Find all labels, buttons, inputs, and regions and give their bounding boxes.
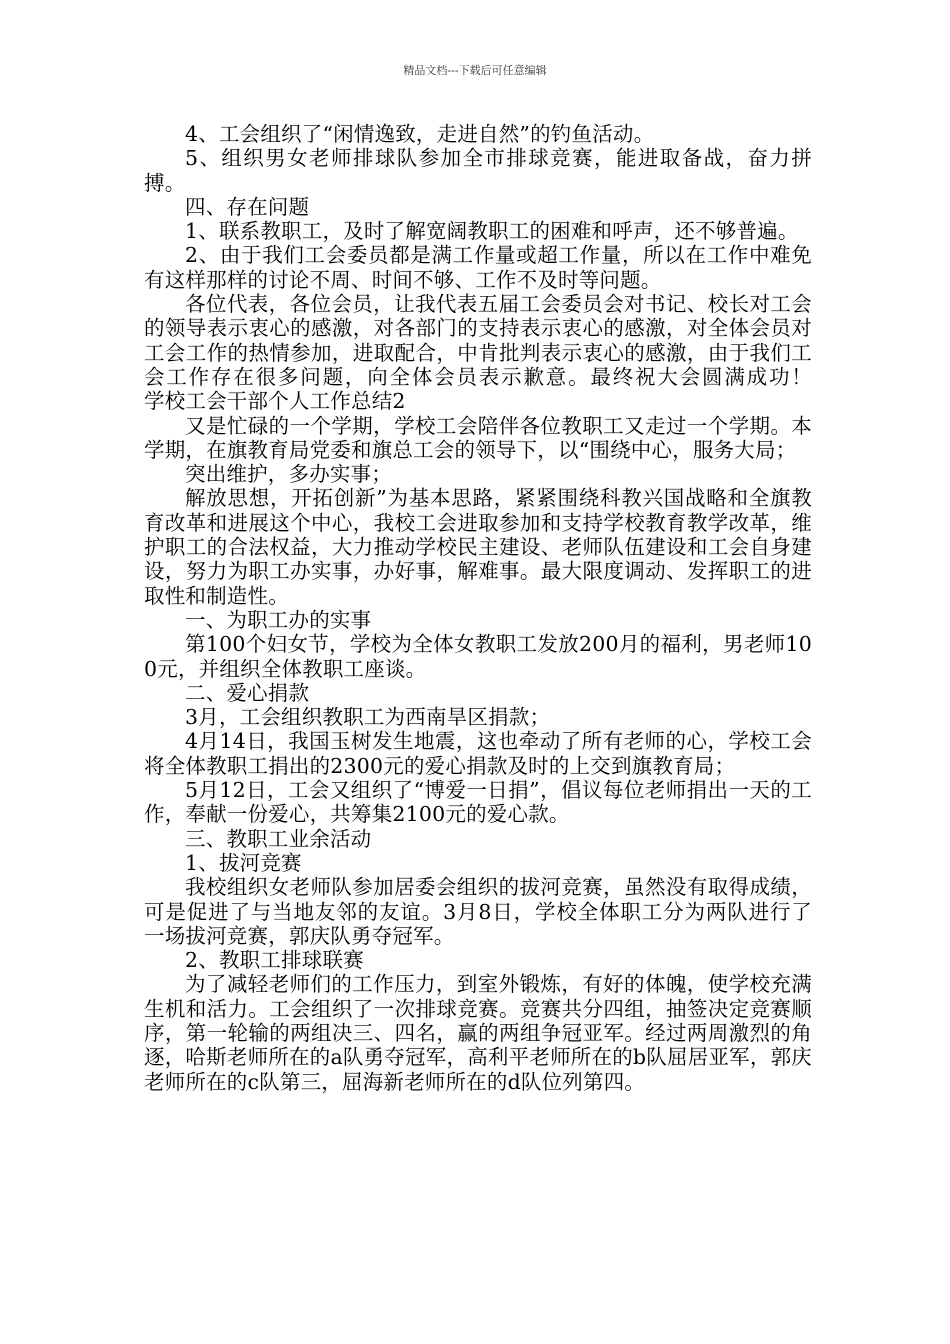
paragraph: 又是忙碌的一个学期，学校工会陪伴各位教职工又走过一个学期。本学期，在旗教育局党委和旗总工会的领导下，以“围绕中心，服务大局； xyxy=(144,413,812,462)
paragraph: 为了减轻老师们的工作压力，到室外锻炼，有好的体魄，使学校充满生机和活力。工会组织了一次排球竞赛。竞赛共分四组，抽签决定竞赛顺序，第一轮输的两组决三、四名，赢的两组争冠亚军。经过两周激烈的角逐，哈斯老师所在的a队勇夺冠军，高利平老师所在的b队屈居亚军，郭庆老师所在的c队第三，屈海新老师所在的d队位列第四。 xyxy=(144,972,812,1094)
paragraph: 2、由于我们工会委员都是满工作量或超工作量，所以在工作中难免有这样那样的讨论不周、时间不够、工作不及时等问题。 xyxy=(144,243,812,292)
subsection-heading: 2、教职工排球联赛 xyxy=(185,948,364,973)
section-heading: 一、为职工办的实事 xyxy=(185,607,372,632)
section-heading: 二、爱心捐款 xyxy=(185,680,310,705)
paragraph: 5、组织男女老师排球队参加全市排球竞赛，能进取备战，奋力拼搏。 xyxy=(144,146,812,195)
paragraph: 各位代表，各位会员，让我代表五届工会委员会对书记、校长对工会的领导表示衷心的感激，对各部门的支持表示衷心的感激，对全体会员对工会工作的热情参加，进取配合，中肯批判表示衷心的感激，由于我们工会工作存在很多问题，向全体会员表示歉意。最终祝大会圆满成功！ 学校工会干部个人工作总结2 xyxy=(144,292,875,414)
paragraph: 5月12日，工会又组织了“博爱一日捐”，倡议每位老师捐出一天的工作，奉献一份爱心，共筹集2100元的爱心款。 xyxy=(144,778,812,827)
paragraph: 突出维护，多办实事； xyxy=(185,462,392,487)
section-heading: 三、教职工业余活动 xyxy=(185,826,372,851)
paragraph: 我校组织女老师队参加居委会组织的拔河竞赛，虽然没有取得成绩，可是促进了与当地友邻的友谊。3月8日，学校全体职工分为两队进行了一场拔河竞赛，郭庆队勇夺冠军。 xyxy=(144,875,812,948)
paragraph: 3月，工会组织教职工为西南旱区捐款； xyxy=(185,705,551,730)
section-heading: 四、存在问题 xyxy=(185,194,310,219)
paragraph: 解放思想，开拓创新”为基本思路，紧紧围绕科教兴国战略和全旗教育改革和进展这个中心，我校工会进取参加和支持学校教育教学改革，维护职工的合法权益，大力推动学校民主建设、老师队伍建设和工会自身建设，努力为职工办实事，办好事，解难事。最大限度调动、发挥职工的进取性和制造性。 xyxy=(144,486,812,608)
paragraph: 1、联系教职工，及时了解宽阔教职工的困难和呼声，还不够普遍。 xyxy=(185,219,799,244)
paragraph: 第100个妇女节，学校为全体女教职工发放200月的福利，男老师100元，并组织全体教职工座谈。 xyxy=(144,632,812,681)
document-body xyxy=(144,122,875,1094)
paragraph: 4、工会组织了“闲情逸致，走进自然”的钓鱼活动。 xyxy=(185,122,655,146)
subsection-heading: 1、拔河竞赛 xyxy=(185,850,302,875)
paragraph: 4月14日，我国玉树发生地震，这也牵动了所有老师的心，学校工会将全体教职工捐出的2300元的爱心捐款及时的上交到旗教育局； xyxy=(144,729,812,778)
page-header: 精品文档---下载后可任意编辑 xyxy=(403,64,547,77)
